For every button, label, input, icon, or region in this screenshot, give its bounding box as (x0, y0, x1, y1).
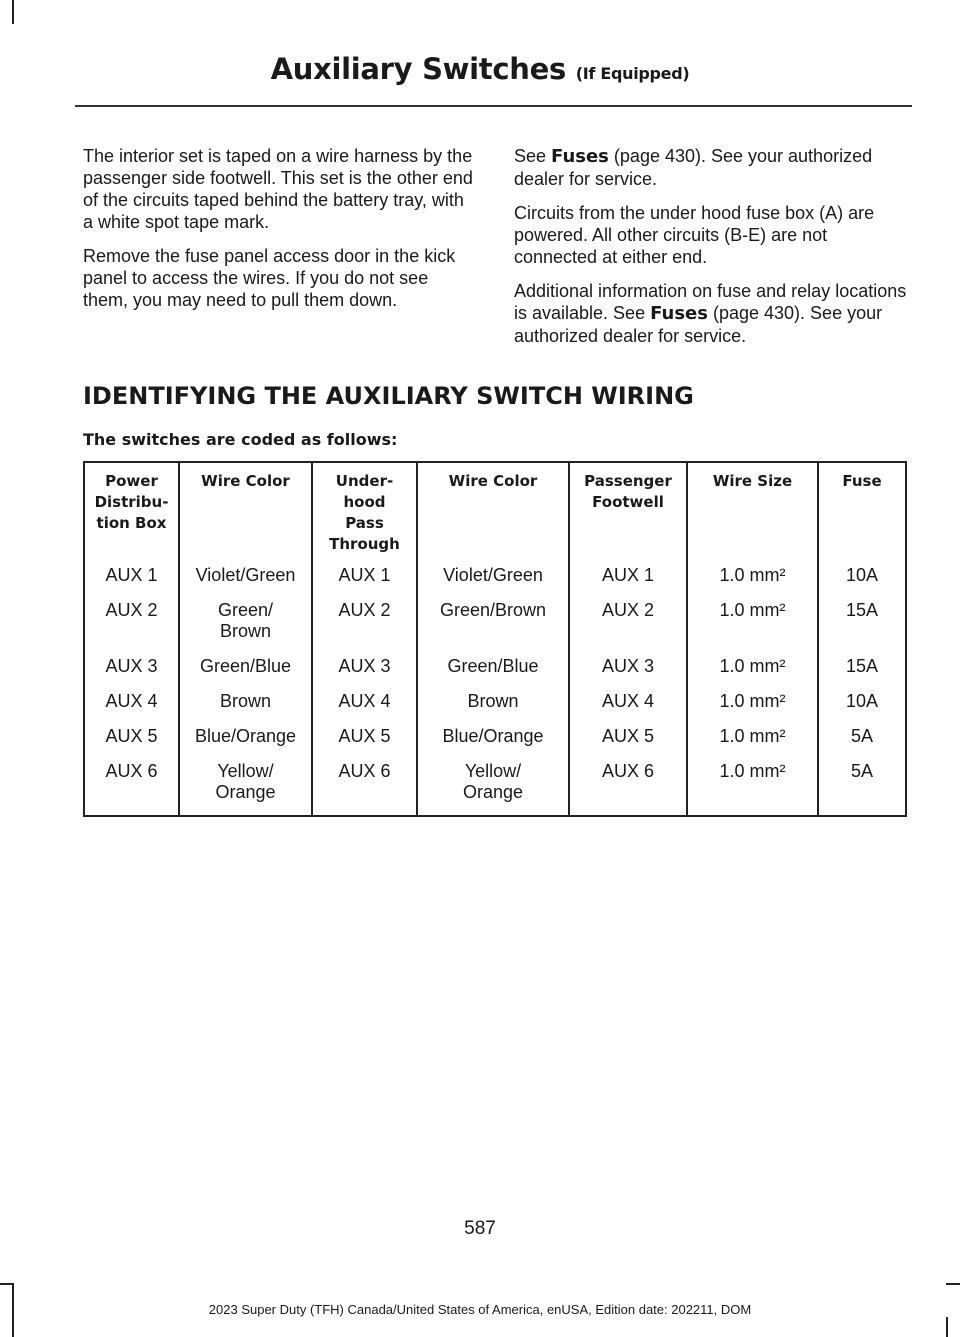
table-cell: Green/Blue (417, 650, 569, 685)
paragraph: Circuits from the under hood fuse box (A) are powered. All other circuits (B-E) are not connected at either end. (514, 203, 875, 267)
table-cell: AUX 6 (312, 755, 417, 816)
table-cell: 1.0 mm² (687, 755, 818, 816)
table-cell: 1.0 mm² (687, 594, 818, 650)
table-cell: AUX 2 (569, 594, 687, 650)
crop-mark-bottom-right-h (946, 1283, 960, 1285)
table-cell: AUX 3 (312, 650, 417, 685)
table-cell: Violet/Green (179, 559, 312, 594)
table-cell: 1.0 mm² (687, 559, 818, 594)
table-row (84, 559, 906, 594)
crop-mark-top-left-v (12, 0, 14, 24)
col-header-power-distribution-box: Power Distribu- tion Box (84, 462, 179, 559)
table-cell: Green/Blue (179, 650, 312, 685)
table-cell: 5A (818, 720, 906, 755)
col-header-passenger-footwell: Passenger Footwell (569, 462, 687, 559)
table-cell: 1.0 mm² (687, 685, 818, 720)
page-title (0, 52, 960, 86)
table-cell: AUX 1 (312, 559, 417, 594)
page-title-qualifier: (If Equipped) (575, 64, 690, 83)
fuses-link[interactable]: Fuses (551, 146, 609, 167)
table-cell: Green/ Brown (179, 594, 312, 650)
table-cell: AUX 3 (84, 650, 179, 685)
table-row (84, 685, 906, 720)
table-cell: AUX 4 (84, 685, 179, 720)
auxiliary-wiring-table (83, 461, 907, 817)
table-cell: AUX 5 (569, 720, 687, 755)
col-header-underhood-pass-through: Under- hood Pass Through (312, 462, 417, 559)
table-cell: AUX 2 (84, 594, 179, 650)
section-subheading: The switches are coded as follows: (83, 430, 398, 449)
table-cell: Violet/Green (417, 559, 569, 594)
table-row (84, 720, 906, 755)
left-text-column (83, 145, 476, 323)
table-cell: 15A (818, 594, 906, 650)
header-rule (75, 105, 912, 107)
table-row (84, 594, 906, 650)
table-cell: AUX 2 (312, 594, 417, 650)
table-cell: Green/Brown (417, 594, 569, 650)
table-cell: AUX 4 (569, 685, 687, 720)
col-header-wire-color: Wire Color (179, 462, 312, 559)
crop-mark-bottom-left-h (0, 1283, 14, 1285)
table-cell: 10A (818, 685, 906, 720)
table-cell: 1.0 mm² (687, 650, 818, 685)
footer-edition-info: 2023 Super Duty (TFH) Canada/United States of America, enUSA, Edition date: 202211, DOM (208, 1302, 752, 1317)
col-header-fuse: Fuse (818, 462, 906, 559)
fuses-link[interactable]: Fuses (650, 303, 708, 324)
table-cell: AUX 5 (84, 720, 179, 755)
table-cell: Brown (179, 685, 312, 720)
crop-mark-bottom-right-v (946, 1317, 948, 1337)
table-cell: 15A (818, 650, 906, 685)
col-header-wire-size: Wire Size (687, 462, 818, 559)
table-cell: Blue/Orange (417, 720, 569, 755)
table-cell: AUX 4 (312, 685, 417, 720)
paragraph: Remove the fuse panel access door in the kick panel to access the wires. If you do not see them, you may need to pull them down. (83, 246, 456, 310)
table-cell: 10A (818, 559, 906, 594)
table-row (84, 755, 906, 816)
table-cell: Yellow/ Orange (179, 755, 312, 816)
section-heading: IDENTIFYING THE AUXILIARY SWITCH WIRING (83, 382, 694, 410)
table-cell: Brown (417, 685, 569, 720)
paragraph: Additional information on fuse and relay locations is available. See Fuses (page 430). See your authorized dealer for service. (514, 281, 907, 346)
table-cell: AUX 1 (84, 559, 179, 594)
table-cell: AUX 5 (312, 720, 417, 755)
paragraph: See Fuses (page 430). See your authorized dealer for service. (514, 146, 873, 189)
page-title-main: Auxiliary Switches (270, 52, 566, 86)
paragraph: The interior set is taped on a wire harness by the passenger side footwell. This set is the other end of the circuits taped behind the battery tray, with a white spot tape mark. (83, 146, 473, 232)
table-cell: Yellow/ Orange (417, 755, 569, 816)
table-cell: Blue/Orange (179, 720, 312, 755)
col-header-wire-color: Wire Color (417, 462, 569, 559)
table-cell: AUX 3 (569, 650, 687, 685)
table-cell: AUX 6 (84, 755, 179, 816)
page-number: 587 (464, 1218, 496, 1239)
table-row (84, 650, 906, 685)
table-cell: 5A (818, 755, 906, 816)
right-text-column (514, 145, 907, 359)
table-cell: AUX 1 (569, 559, 687, 594)
table-cell: 1.0 mm² (687, 720, 818, 755)
table-cell: AUX 6 (569, 755, 687, 816)
table-header-row (84, 462, 906, 559)
